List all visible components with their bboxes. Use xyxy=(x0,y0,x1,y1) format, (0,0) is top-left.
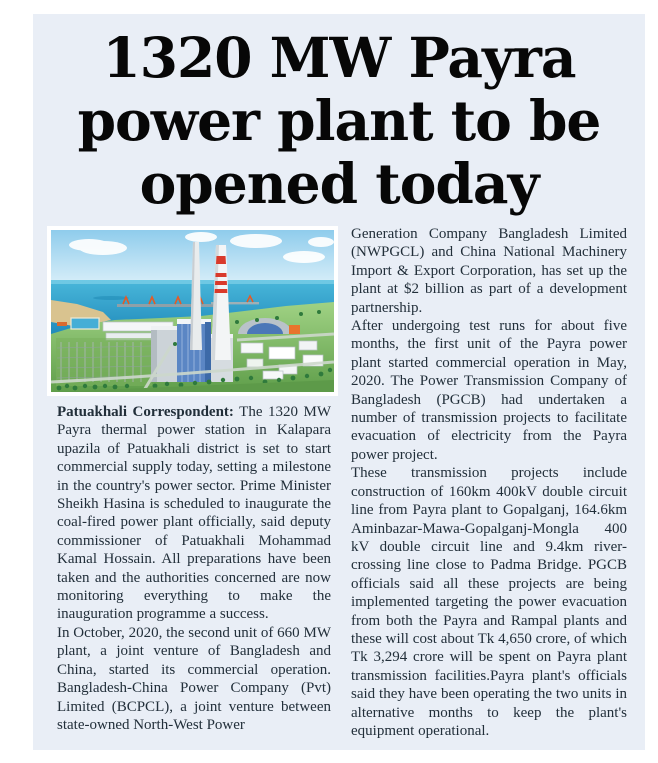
article-column-right xyxy=(351,225,627,740)
headline-line-1: 1320 MW Payra xyxy=(102,25,576,90)
article-panel xyxy=(33,14,645,750)
paragraph-1-text: The 1320 MW Payra thermal power station in Kalapara upazila of Patuakhali district is set to start commercial supply today, setting a milestone in the country's power sector. Prime Minister Sheikh Hasina is scheduled to inaugurate the coal-fired power plant officially, said deputy commissioner of Patuakhali Mohammad Kamal Hossain. All preparations have been taken and the authorities concerned are now monitoring everything to make the inauguration programme a success. xyxy=(57,404,331,623)
headline xyxy=(33,26,645,215)
paragraph-3: After undergoing test runs for about five months, the first unit of the Payra power plant started commercial operation in May, 2020. The Power Transmission Company of Bangladesh (PGCB) had undertaken a number of transmission projects to facilitate evacuation of electricity from the Payra power project. xyxy=(351,318,627,463)
paragraph-4: These transmission projects include construction of 160km 400kV double circuit line from Payra plant to Gopalganj, 164.6km Aminbazar-Mawa-Gopalganj-Mongla 400 kV double circuit line and 9.4km river-crossing line close to Padma Bridge. PGCB officials said all these projects are being implemented targeting the power evacuation from both the Payra and Rampal plants and these will cost about Tk 4,650 crore, of which Tk 3,294 crore will be spent on Payra plant transmission facilities.Payra plant's officials said they have been operating the two units in alternative months to keep the plant's equipment operational. xyxy=(351,465,627,739)
paragraph-2-continued: Generation Company Bangladesh Limited (NWPGCL) and China National Machinery Import & Export Corporation, has set up the plant at $2 billion as part of a development partnership. xyxy=(351,226,627,316)
intake-dock xyxy=(57,322,67,326)
headline-line-2: power plant to be xyxy=(77,88,601,153)
intake-pool xyxy=(71,318,99,329)
article-column-left xyxy=(57,403,331,734)
power-plant-photo xyxy=(47,226,338,396)
paragraph-1 xyxy=(57,403,331,624)
headline-line-3: opened today xyxy=(139,151,539,216)
byline: Patuakhali Correspondent: xyxy=(57,404,234,420)
power-plant-illustration xyxy=(51,230,334,392)
paragraph-2: In October, 2020, the second unit of 660 MW plant, a joint venture of Bangladesh and China, started its commercial operation. Bangladesh-China Power Company (Pvt) Limited (BCPCL), a joint venture between state-owned North-West Power xyxy=(57,624,331,733)
